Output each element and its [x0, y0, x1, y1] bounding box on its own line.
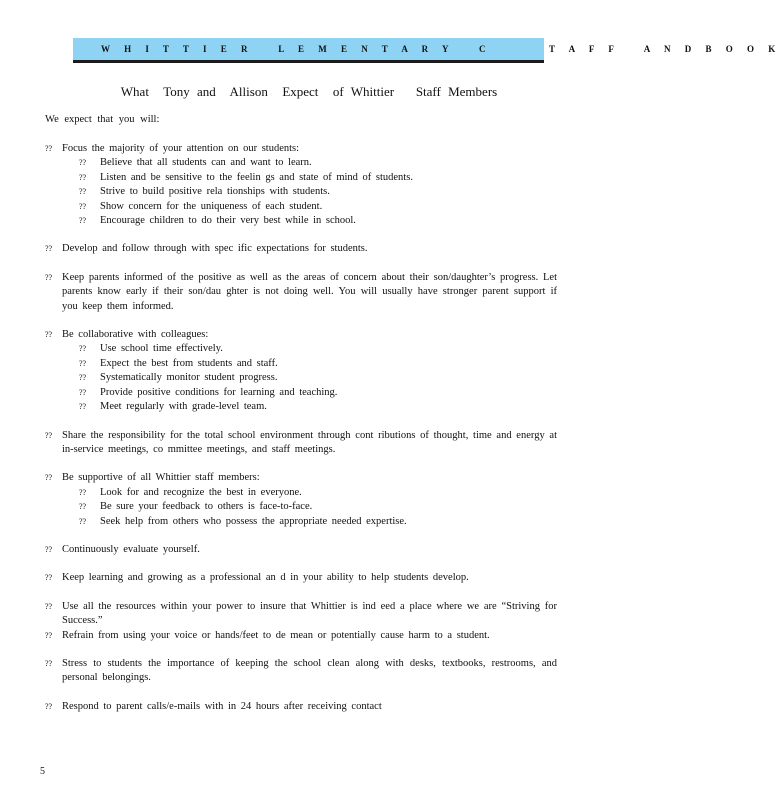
bullet-marker: ??: [45, 658, 53, 668]
sub-expectation-text: Listen and be sensitive to the feelin gs and state of mind of students.: [100, 171, 413, 183]
sub-expectation-item: [79, 400, 557, 414]
expectation-text: Develop and follow through with spec ific expectations for students.: [62, 243, 368, 255]
sub-expectation-text: Believe that all students can and want to learn.: [100, 157, 312, 169]
bullet-marker: ??: [45, 144, 53, 153]
bullet-marker: ??: [45, 473, 53, 483]
expectation-text: Keep parents informed of the positive as well as the areas of concern about their son/daughter’s progress. Let parents know early if their son/dau ghter is not doing well. You will usually have stronger parent support if you keep them informed.: [62, 271, 557, 312]
sub-bullet-marker: ??: [79, 487, 87, 497]
intro-text: We expect that you will:: [45, 114, 160, 125]
sub-bullet-marker: ??: [79, 201, 87, 211]
expectation-item: [45, 429, 557, 458]
sub-expectation-text: Meet regularly with grade-level team.: [100, 401, 267, 413]
expectation-item: [45, 471, 557, 529]
sub-expectation-item: [79, 386, 557, 400]
sub-expectation-item: [79, 500, 557, 514]
sub-bullet-marker: ??: [79, 402, 87, 412]
page-title: What Tony and Allison Expect of Whittier Staff Members: [120, 84, 498, 99]
expectation-item: [45, 657, 557, 686]
sub-expectation-text: Strive to build positive rela tionships with students.: [100, 186, 330, 198]
sub-bullet-marker: ??: [79, 187, 87, 197]
sub-bullet-marker: ??: [79, 344, 87, 354]
sub-expectation-item: [79, 171, 557, 185]
expectation-text: Refrain from using your voice or hands/feet to de mean or potentially cause harm to a student.: [62, 629, 490, 641]
expectation-text: Be supportive of all Whittier staff members:: [62, 472, 260, 484]
sub-bullet-marker: ??: [79, 516, 87, 526]
sub-expectation-text: Show concern for the uniqueness of each student.: [100, 200, 323, 212]
sub-expectation-item: [79, 371, 557, 385]
expectation-text: Use all the resources within your power to insure that Whittier is ind eed a place where we are “Striving for Success.”: [62, 600, 557, 627]
expectation-text: Focus the majority of your attention on our students:: [62, 143, 300, 154]
expectation-item: [45, 571, 557, 585]
sub-bullet-marker: ??: [79, 158, 87, 168]
expectation-item: [45, 328, 557, 414]
expectation-item: [45, 629, 557, 643]
expectation-text: Stress to students the importance of keeping the school clean along with desks, textbooks, restrooms, and personal belongings.: [62, 657, 557, 684]
sub-bullet-marker: ??: [79, 358, 87, 368]
sub-expectation-list: [62, 486, 557, 529]
sub-expectation-item: [79, 486, 557, 500]
bullet-marker: ??: [45, 544, 53, 554]
sub-expectation-item: [79, 156, 557, 170]
expectation-text: Respond to parent calls/e-mails with in 24 hours after receiving contact: [62, 700, 382, 712]
sub-expectation-text: Encourage children to do their very best while in school.: [100, 215, 356, 227]
header-title: W H I T T I E R L E M E N T A R Y C T A F F A N D B O O K: [101, 44, 781, 54]
expectation-text: Keep learning and growing as a professional an d in your ability to help students develop.: [62, 572, 469, 584]
sub-expectation-item: [79, 342, 557, 356]
bullet-marker: ??: [45, 430, 53, 440]
bullet-marker: ??: [45, 272, 53, 282]
bullet-marker: ??: [45, 573, 53, 583]
bullet-marker: ??: [45, 630, 53, 640]
page-number: 5: [40, 766, 45, 777]
sub-expectation-text: Provide positive conditions for learning and teaching.: [100, 386, 338, 398]
bullet-marker: ??: [45, 601, 53, 611]
sub-bullet-marker: ??: [79, 502, 87, 512]
sub-expectation-text: Look for and recognize the best in everyone.: [100, 486, 302, 498]
expectations-list: [45, 142, 557, 714]
expectation-text: Continuously evaluate yourself.: [62, 543, 200, 555]
expectation-item: [45, 600, 557, 629]
sub-expectation-item: [79, 185, 557, 199]
sub-expectation-list: [62, 156, 557, 228]
sub-expectation-text: Use school time effectively.: [100, 343, 223, 355]
bullet-marker: ??: [45, 330, 53, 340]
expectation-text: Share the responsibility for the total school environment through cont ributions of thought, time and energy at in-service meetings, co mmittee meetings, and staff meetings.: [62, 429, 557, 455]
expectation-text: Be collaborative with colleagues:: [62, 329, 209, 341]
sub-expectation-text: Systematically monitor student progress.: [100, 372, 278, 384]
expectation-item: [45, 271, 557, 314]
sub-expectation-text: Seek help from others who possess the appropriate needed expertise.: [100, 515, 407, 527]
sub-expectation-text: Be sure your feedback to others is face-to-face.: [100, 501, 313, 513]
sub-expectation-item: [79, 515, 557, 529]
sub-bullet-marker: ??: [79, 172, 87, 182]
expectation-item: [45, 242, 557, 256]
sub-expectation-list: [62, 342, 557, 414]
sub-bullet-marker: ??: [79, 373, 87, 383]
expectation-item: [45, 543, 557, 557]
bullet-marker: ??: [45, 701, 53, 711]
sub-expectation-item: [79, 214, 557, 228]
sub-bullet-marker: ??: [79, 216, 87, 226]
sub-expectation-item: [79, 357, 557, 371]
sub-expectation-text: Expect the best from students and staff.: [100, 357, 278, 369]
handbook-header-banner: [73, 38, 781, 63]
expectation-item: [45, 142, 557, 228]
expectation-item: [45, 700, 557, 714]
bullet-marker: ??: [45, 244, 53, 254]
sub-expectation-item: [79, 200, 557, 214]
sub-bullet-marker: ??: [79, 387, 87, 397]
